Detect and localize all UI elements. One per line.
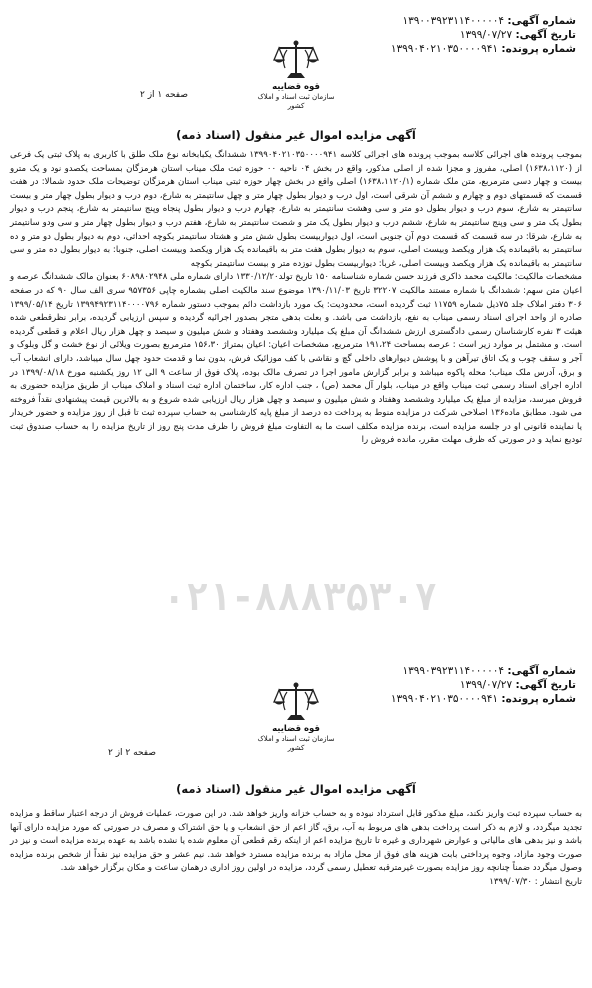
ad-date: ۱۳۹۹/۰۷/۲۷ [459,679,513,691]
page-2 [0,648,592,988]
case-number: ۱۳۹۹۰۴۰۲۱۰۳۵۰۰۰۰۹۴۱ [390,43,499,55]
publish-date-line [10,876,582,890]
ad-number: ۱۳۹۹۰۳۹۲۳۱۱۴۰۰۰۰۰۴ [402,665,504,677]
ad-header-meta [391,14,576,56]
ad-number-row: شماره آگهی: ۱۳۹۹۰۳۹۲۳۱۱۴۰۰۰۰۰۴ [402,665,576,677]
judiciary-emblem [253,38,339,111]
ad-date: ۱۳۹۹/۰۷/۲۷ [459,29,513,41]
case-number-row: شماره پرونده: ۱۳۹۹۰۴۰۲۱۰۳۵۰۰۰۰۹۴۱ [390,43,576,55]
scales-of-justice-icon [273,680,319,724]
page-number: صفحه ۲ از ۲ [108,748,156,758]
phone-watermark: ۰۲۱-۸۸۸۳۵۳۰۷ [162,575,438,619]
ad-number-row: شماره آگهی: ۱۳۹۰۰۳۹۲۳۱۱۴۰۰۰۰۰۴ [402,15,576,27]
ad-title: آگهی مزایده اموال غیر منقول (اسناد ذمه) [176,782,416,796]
ad-date-row: تاریخ آگهی: ۱۳۹۹/۰۷/۲۷ [459,679,576,691]
ad-date-row: تاریخ آگهی: ۱۳۹۹/۰۷/۲۷ [459,29,576,41]
publish-date-label: تاریخ انتشار : [534,876,582,887]
page-number: صفحه ۱ از ۲ [140,90,188,100]
ad-number: ۱۳۹۰۰۳۹۲۳۱۱۴۰۰۰۰۰۴ [402,15,504,27]
case-number-row: شماره پرونده: ۱۳۹۹۰۴۰۲۱۰۳۵۰۰۰۰۹۴۱ [390,693,576,705]
property-description-paragraph: بموجب پرونده های اجرائی کلاسه بموجب پرونده های اجرائی کلاسه ۱۳۹۹۰۴۰۲۱۰۳۵۰۰۰۰۹۴۱ ششدانگ یکبابخانه نوع ملک طلق با کاربری به پلاک ثبتی یک فرعی از (۱۶۳۸،۱۱۲۰) اصلی، مفروز و مجزا شده از اصلی مذکور، واقع در بخش ۰۴ ناحیه ۰۰ حوزه ثبت ملک میناب استان هرمزگان بمساحت یکصدو نود و یک مترو بیست و چهار دسی مترمربع، متن ملک شماره (۱۶۳۸،۱۱۲۰/۱) اصلی واقع در بخش چهار حوزه ثبتی میناب استان هرمزگان توضیحات ملک حدود شمالا: در هفت قسمت که قسمتهای دوم و چهارم و ششم آن شرقی است، اول درب و دیوار بطول چهار متر و چهل سانتیمتر به شارع، دوم درب و دیوار بطول چهار متر و بیست سانتیمتر به شارع، سوم درب و دیوار بطول دو متر و سی وهشت سانتیمتر به شارع، چهارم درب و دیوار بطول پنجاه وپنج سانتیمتر به شارع، پنجم درب و دیوار بطول یک متر و سی وپنج سانتیمتر به شارع، ششم درب و دیوار بطول یک متر و شصت سانتیمتر به شارع، هفتم درب و دیوار بطول چهار متر و سی ودو سانتیمتر به شارع، شرقا: در سه قسمت که قسمت دوم آن جنوبی است، اول دیواربیست بطول شش متر و هشتاد سانتیمتر بکوچه احداثی، دوم به دیوار بطول دو متر و ده سانتیمتر به باقیمانده یک هزار ویکصد وبیست اصلی، سوم به دیوار بطول هفت متر به باقیمانده یک هزار ویکصد وبیست اصلی، جنوبا: به دیوار بطول ده متر و سی سانتیمتر به باقیمانده یک هزار ویکصد وبیست اصلی، غربا: دیواربیست بطول نوزده متر و بیست سانتیمتر بکوچه [10,150,582,269]
conditions-paragraph: به حساب سپرده ثبت واریز نکند، مبلغ مذکور قابل استرداد نبوده و به حساب خزانه واریز خواهد شد. در این صورت، عملیات فروش از درجه اعتبار ساقط و مزایده تجدید میگردد، و لازم به ذکر است پرداخت بدهی های مربوط به آب، برق، گاز اعم از حق انشعاب و یا حق اشتراک و مصرف در صورتی که مورد مزایده دارای آنها باشد و نیز بدهی های مالیاتی و عوارض شهرداری و غیره تا تاریخ مزایده اعم از اینکه رقم قطعی آن معلوم شده یا نشده باشد به عهده برنده مزایده است و نیز در صورت وجود مازاد، وجوه پرداختی بابت هزینه های فوق از محل مازاد به برنده مزایده مسترد خواهد شد. نیم عشر و حق مزایده نیز نقداً از شخص برنده مزایده وصول میگردد ضمناً چنانچه روز مزایده بصورت غیرمترقبه تعطیل رسمی گردد، مزایده در اولین روز اداری درهمان ساعت و مکان برگزار خواهد شد. [10,809,582,874]
org-subtitle: سازمان ثبت اسناد و املاک کشور [257,93,335,110]
scales-of-justice-icon [273,38,319,82]
ownership-paragraph: مشخصات مالکیت: مالکیت محمد ذاکری فرزند حسن شماره شناسنامه ۱۵۰ تاریخ تولد۱۳۳۰/۱۲/۲۰ دارای شماره ملی ۶۰۸۹۸۰۲۹۴۸ بعنوان مالک ششدانگ عرصه و اعیان متن سهم: ششدانگ با شماره مستند مالکیت ۳۲۲۰۷ تاریخ ۱۳۹۰/۱۱/۰۳ موضوع سند مالکیت اصلی بشماره چاپی ۹۵۷۳۵۶ سری الف سال ۹۰ که در صفحه ۳۰۶ دفتر املاک جلد ۷۵ذیل شماره ۱۱۷۵۹ ثبت گردیده است، محدودیت: یک مورد بازداشت دائم بموجب دستور شماره ۱۳۹۹۴۹۲۳۱۱۴۰۰۰۰۷۹۶ تاریخ ۱۳۹۹/۰۵/۱۴ صادره از واحد اجرای اسناد رسمی میناب به نفع، بازداشت می باشد. و بعلت بدهی متجر بصدور اجرائیه گردیده و سپس ارزیابی گردیده، برابر نظرقطعی شده هیئت ۳ نفره کارشناسان رسمی دادگستری ارزش ششدانگ آن مبلغ یک میلیارد وششصد وهفتاد و شش میلیون و سیصد و چهل هزار ریال اعلام و قطعی گردیده است. و مشتمل بر موارد زیر است : عرصه بمساحت ۱۹۱،۲۴ مترمربع، مشخصات اعیان: اعیان بمتراژ ۱۵۶،۳۰ مترمربع بصورت ویلائی از نوع خشت و گل وبلوک و آجر و سقف چوب و یک اتاق تیرآهن و با پوشش دیوارهای داخلی گچ و نقاشی با کف موزائیک فرش، بدون نما و قدمت حدود چهل سال میباشد، دارای انشعاب آب و برق، آدرس ملک میناب؛ محله پاکوه میباشد و برابر گزارش مامور اجرا در تصرف مالک بوده، پلاک فوق از ساعت ۹ الی ۱۲ روز یکشنبه مورخ ۱۳۹۹/۰۸/۱۸ در اداره اجرای اسناد رسمی ثبت میناب واقع در میناب، بلوار آل محمد (ص) ، جنب اداره کار، ساختمان اداره ثبت اسناد و املاک میناب از طریق مزایده حضوری به فروش میرسد، مزایده از مبلغ یک میلیارد وششصد وهفتاد و شش میلیون و سیصد و چهل هزار ریال ارزیابی شده شروع و به بالاترین قیمت پیشنهادی نقداً فروخته می شود. مطابق ماده۱۳۶ اصلاحی شرکت در مزایده منوط به پرداخت ده درصد از مبلغ پایه کارشناسی به حساب سپرده ثبت تا قبل از روز مزایده و حضور خریدار یا نماینده قانونی او در جلسه مزایده است، برنده مزایده مکلف است ما به التفاوت مبلغ فروش را ظرف مدت پنج روز از تاریخ مزایده را به حساب صندوق ثبت تودیع نماید و در صورتی که ظرف مهلت مقرر، مانده فروش را [10,272,583,446]
ad-body [10,808,582,890]
org-name: قوه قضاییه [272,82,320,92]
org-subtitle: سازمان ثبت اسناد و املاک کشور [257,735,335,752]
judiciary-emblem [253,680,339,753]
org-name: قوه قضاییه [272,724,320,734]
ad-header-meta [391,664,576,706]
ad-body [10,149,582,448]
publish-date: ۱۳۹۹/۰۷/۳۰ [489,876,532,887]
ad-title: آگهی مزایده اموال غیر منقول (اسناد ذمه) [176,128,416,142]
case-number: ۱۳۹۹۰۴۰۲۱۰۳۵۰۰۰۰۹۴۱ [390,693,499,705]
